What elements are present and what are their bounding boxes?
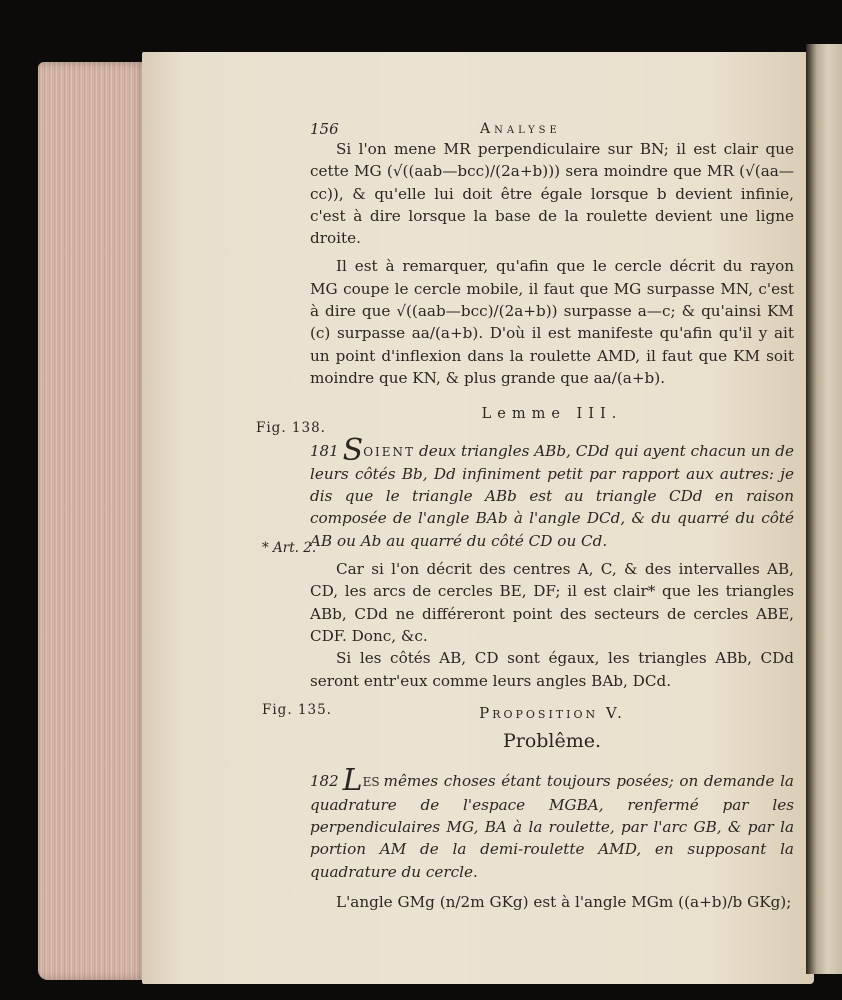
page-edges <box>38 62 148 980</box>
article-number: 181 <box>310 441 339 460</box>
paragraph: L'angle GMg (n/2m GKg) est à l'angle MGm ((a+b)/b GKg); <box>336 892 792 911</box>
page-text <box>310 118 794 913</box>
paragraph: Si les côtés AB, CD sont égaux, les triangles ABb, CDd seront entr'eux comme leurs angles BAb, DCd. <box>310 649 794 690</box>
drop-cap: L <box>342 763 363 799</box>
drop-cap: S <box>342 432 364 468</box>
proposition-heading: Proposition V. <box>479 703 625 722</box>
paragraph: Car si l'on décrit des centres A, C, & des intervalles AB, CD, les arcs de cercles BE, DF; il est clair* que les triangles ABb, CDd ne différeront point des secteurs de cercles ABE, CDF. Donc, &c. <box>310 560 794 645</box>
problem-subheading: Problême. <box>502 730 602 753</box>
article-number: 182 <box>310 772 339 791</box>
margin-figure-ref: Fig. 138. <box>256 420 326 436</box>
running-head <box>310 118 794 138</box>
lemma-text: deux triangles ABb, CDd qui ayent chacun un de leurs côtés Bb, Dd infiniment petit par rapport aux autres: je dis que le triangle ABb est au triangle CDd en raison composée de l'angle BAb à l'angle DCd, & du quarré du côté AB ou Ab au quarré du côté CD ou Cd. <box>310 441 794 550</box>
lead-word: OIENT <box>363 444 416 459</box>
paragraph: Si l'on mene MR perpendiculaire sur BN; il est clair que cette MG (√((aab—bcc)/(2a+b))) sera moindre que MR (√(aa—cc)), & qu'elle lui doit être égale lorsque b devient infinie, c'est à dire lorsque la base de la roulette devient une ligne droite. <box>310 140 794 248</box>
lemma-statement <box>310 432 794 552</box>
lead-word: ES <box>362 775 380 790</box>
margin-article-ref: * Art. 2. <box>262 540 317 556</box>
page-number: 156 <box>310 120 339 138</box>
book-gutter <box>806 44 842 974</box>
margin-figure-ref: Fig. 135. <box>262 702 332 718</box>
lemma-heading: Lemme III. <box>481 406 623 423</box>
paragraph: Il est à remarquer, qu'afin que le cercle décrit du rayon MG coupe le cercle mobile, il faut que MG surpasse MN, c'est à dire que √((aab—bcc)/(2a+b)) surpasse a—c; & qu'ainsi KM (c) surpasse aa/(a+b). D'où il est manifeste qu'afin qu'il y ait un point d'inflexion dans la roulette AMD, il faut que KM soit moindre que KN, & plus grande que aa/(a+b). <box>310 257 794 387</box>
problem-text: mêmes choses étant toujours posées; on demande la quadrature de l'espace MGBA, renfermé par les perpendiculaires MG, BA à la roulette, par l'arc GB, & par la portion AM de la demi-roulette AMD, en supposant la quadrature du cercle. <box>310 772 794 881</box>
problem-statement <box>310 763 794 882</box>
running-title: Analyse <box>480 121 561 137</box>
